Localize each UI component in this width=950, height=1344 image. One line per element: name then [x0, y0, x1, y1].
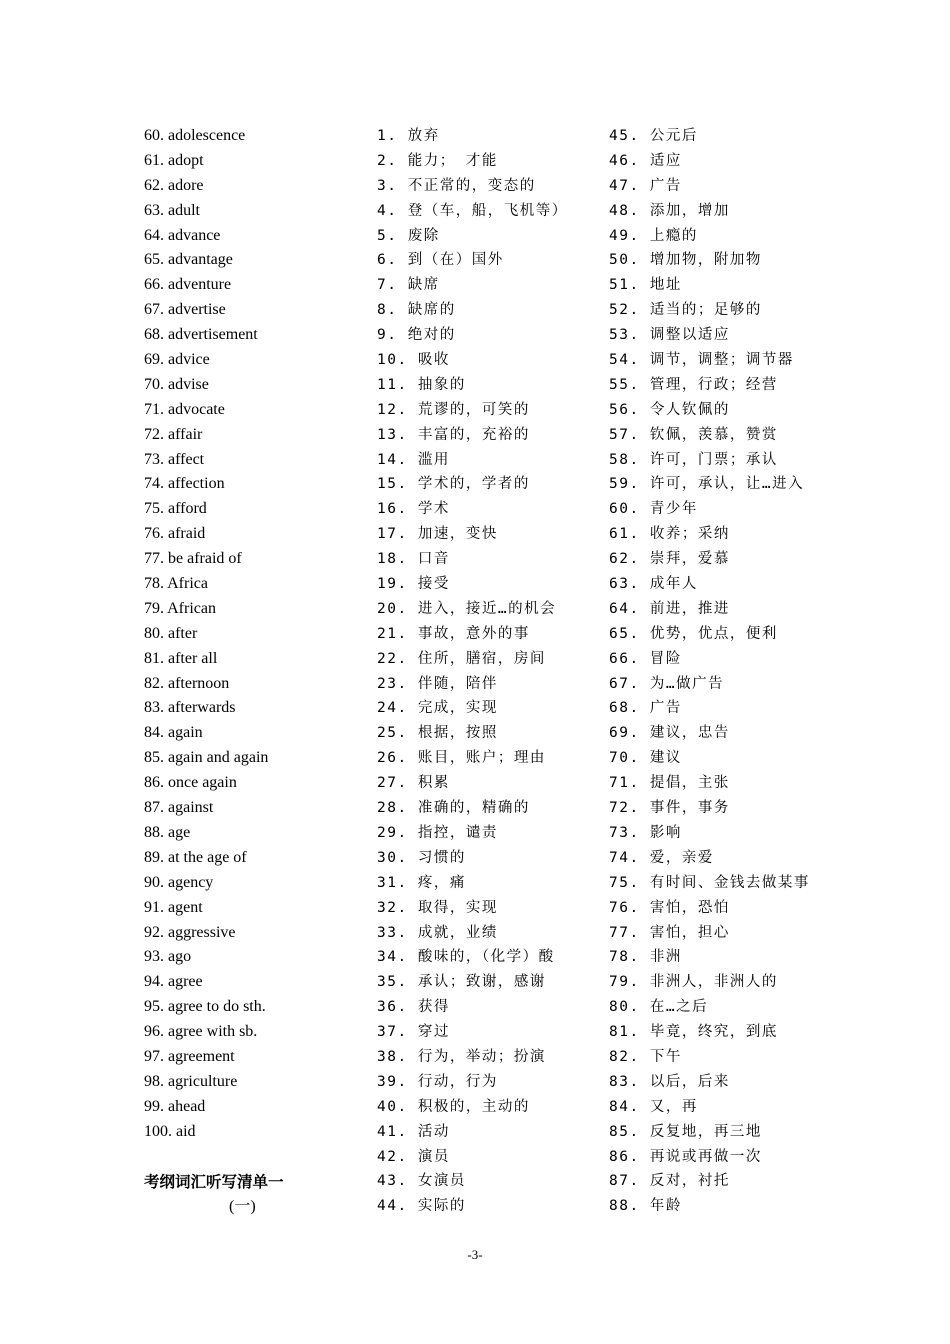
chinese-meaning-item: 6. 到（在）国外: [377, 252, 504, 269]
english-word-item: 64. advance: [144, 226, 221, 244]
chinese-meaning-item: 18. 口音: [377, 551, 450, 568]
chinese-meaning-item: 61. 收养；采纳: [609, 526, 730, 543]
english-word-item: 91. agent: [144, 898, 203, 916]
english-word-item: 75. afford: [144, 500, 207, 518]
english-word-item: 96. agree with sb.: [144, 1023, 258, 1041]
chinese-meaning-item: 75. 有时间、金钱去做某事: [609, 874, 810, 891]
chinese-meaning-item: 70. 建议: [609, 750, 682, 767]
chinese-meaning-item: 55. 管理，行政；经营: [609, 376, 778, 393]
chinese-meaning-item: 33. 成就，业绩: [377, 924, 498, 941]
chinese-meaning-item: 88. 年龄: [609, 1198, 682, 1215]
chinese-meaning-item: 30. 习惯的: [377, 849, 466, 866]
chinese-meaning-item: 63. 成年人: [609, 576, 698, 593]
chinese-meaning-item: 14. 滥用: [377, 451, 450, 468]
chinese-meaning-item: 67. 为…做广告: [609, 675, 725, 692]
chinese-meaning-item: 4. 登（车，船，飞机等）: [377, 202, 568, 219]
english-word-item: 97. agreement: [144, 1047, 235, 1065]
chinese-meaning-item: 83. 以后，后来: [609, 1073, 730, 1090]
english-word-item: 71. advocate: [144, 400, 225, 418]
chinese-meaning-item: 78. 非洲: [609, 949, 682, 966]
chinese-meaning-item: 52. 适当的；足够的: [609, 302, 762, 319]
english-word-list: [144, 124, 268, 1145]
chinese-meaning-item: 58. 许可，门票；承认: [609, 451, 778, 468]
chinese-meaning-item: 51. 地址: [609, 277, 682, 294]
english-word-item: 92. aggressive: [144, 923, 236, 941]
chinese-meaning-item: 46. 适应: [609, 152, 682, 169]
chinese-meaning-item: 50. 增加物，附加物: [609, 252, 762, 269]
section-title: 考纲词汇听写清单一: [144, 1173, 284, 1191]
chinese-meaning-list-1: [377, 124, 568, 1219]
chinese-meaning-item: 35. 承认；致谢，感谢: [377, 974, 546, 991]
chinese-meaning-item: 49. 上瘾的: [609, 227, 698, 244]
english-word-item: 90. agency: [144, 873, 214, 891]
chinese-meaning-item: 37. 穿过: [377, 1024, 450, 1041]
chinese-meaning-item: 39. 行动，行为: [377, 1073, 498, 1090]
chinese-meaning-item: 74. 爱，亲爱: [609, 849, 714, 866]
english-word-item: 95. agree to do sth.: [144, 998, 266, 1016]
english-word-item: 98. agriculture: [144, 1072, 238, 1090]
chinese-meaning-item: 65. 优势，优点，便利: [609, 625, 778, 642]
chinese-meaning-item: 57. 钦佩，羡慕，赞赏: [609, 426, 778, 443]
chinese-meaning-item: 47. 广告: [609, 177, 682, 194]
english-word-item: 72. affair: [144, 425, 203, 443]
english-word-item: 93. ago: [144, 948, 192, 966]
chinese-meaning-item: 60. 青少年: [609, 501, 698, 518]
chinese-meaning-item: 8. 缺席的: [377, 302, 456, 319]
chinese-meaning-item: 41. 活动: [377, 1123, 450, 1140]
english-word-item: 87. against: [144, 799, 214, 817]
chinese-meaning-item: 87. 反对，衬托: [609, 1173, 730, 1190]
chinese-meaning-item: 79. 非洲人，非洲人的: [609, 974, 778, 991]
chinese-meaning-item: 28. 准确的，精确的: [377, 800, 530, 817]
chinese-meaning-item: 85. 反复地，再三地: [609, 1123, 762, 1140]
english-word-item: 63. adult: [144, 201, 200, 219]
english-word-item: 89. at the age of: [144, 848, 247, 866]
chinese-meaning-item: 53. 调整以适应: [609, 327, 730, 344]
english-word-item: 100. aid: [144, 1122, 196, 1140]
chinese-meaning-item: 22. 住所，膳宿，房间: [377, 650, 546, 667]
chinese-meaning-item: 32. 取得，实现: [377, 899, 498, 916]
chinese-meaning-item: 66. 冒险: [609, 650, 682, 667]
chinese-meaning-item: 7. 缺席: [377, 277, 440, 294]
chinese-meaning-item: 62. 崇拜，爱慕: [609, 551, 730, 568]
chinese-meaning-item: 68. 广告: [609, 700, 682, 717]
english-word-item: 61. adopt: [144, 151, 204, 169]
english-word-item: 80. after: [144, 624, 198, 642]
chinese-meaning-item: 26. 账目，账户；理由: [377, 750, 546, 767]
chinese-meaning-list-2: [609, 124, 810, 1219]
chinese-meaning-item: 2. 能力； 才能: [377, 152, 498, 169]
chinese-meaning-item: 25. 根据，按照: [377, 725, 498, 742]
english-word-item: 78. Africa: [144, 575, 208, 593]
english-word-item: 73. affect: [144, 450, 205, 468]
chinese-meaning-item: 5. 废除: [377, 227, 440, 244]
chinese-meaning-item: 73. 影响: [609, 824, 682, 841]
chinese-meaning-item: 13. 丰富的，充裕的: [377, 426, 530, 443]
english-word-item: 74. affection: [144, 475, 225, 493]
chinese-meaning-item: 76. 害怕，恐怕: [609, 899, 730, 916]
chinese-meaning-item: 44. 实际的: [377, 1198, 466, 1215]
english-word-item: 81. after all: [144, 649, 218, 667]
english-word-item: 86. once again: [144, 774, 237, 792]
english-word-item: 94. agree: [144, 973, 203, 991]
chinese-meaning-item: 34. 酸味的，（化学）酸: [377, 949, 555, 966]
english-word-item: 85. again and again: [144, 749, 269, 767]
chinese-meaning-item: 12. 荒谬的，可笑的: [377, 401, 530, 418]
chinese-meaning-item: 82. 下午: [609, 1048, 682, 1065]
chinese-meaning-item: 17. 加速，变快: [377, 526, 498, 543]
english-word-item: 68. advertisement: [144, 326, 258, 344]
english-word-item: 83. afterwards: [144, 699, 236, 717]
chinese-meaning-item: 10. 吸收: [377, 352, 450, 369]
chinese-meaning-item: 81. 毕竟，终究，到底: [609, 1024, 778, 1041]
chinese-meaning-item: 43. 女演员: [377, 1173, 466, 1190]
chinese-meaning-item: 29. 指控，谴责: [377, 824, 498, 841]
chinese-meaning-item: 86. 再说或再做一次: [609, 1148, 762, 1165]
english-word-item: 99. ahead: [144, 1097, 206, 1115]
chinese-meaning-item: 9. 绝对的: [377, 327, 456, 344]
english-word-item: 84. again: [144, 724, 203, 742]
english-word-item: 82. afternoon: [144, 674, 230, 692]
chinese-meaning-item: 42. 演员: [377, 1148, 450, 1165]
english-word-item: 60. adolescence: [144, 127, 246, 144]
chinese-meaning-item: 71. 提倡，主张: [609, 775, 730, 792]
chinese-meaning-item: 11. 抽象的: [377, 376, 466, 393]
chinese-meaning-item: 69. 建议，忠告: [609, 725, 730, 742]
chinese-meaning-item: 77. 害怕，担心: [609, 924, 730, 941]
english-word-item: 79. African: [144, 599, 216, 617]
english-word-item: 62. adore: [144, 176, 204, 194]
chinese-meaning-item: 40. 积极的，主动的: [377, 1098, 530, 1115]
section-subtitle: (一): [229, 1198, 256, 1215]
chinese-meaning-item: 64. 前进，推进: [609, 600, 730, 617]
english-word-item: 76. afraid: [144, 525, 206, 543]
chinese-meaning-item: 16. 学术: [377, 501, 450, 518]
chinese-meaning-item: 15. 学术的，学者的: [377, 476, 530, 493]
english-word-item: 69. advice: [144, 351, 210, 369]
english-word-item: 67. advertise: [144, 301, 226, 319]
english-word-item: 88. age: [144, 823, 191, 841]
chinese-meaning-item: 21. 事故，意外的事: [377, 625, 530, 642]
chinese-meaning-item: 72. 事件，事务: [609, 800, 730, 817]
chinese-meaning-item: 84. 又，再: [609, 1098, 698, 1115]
chinese-meaning-item: 23. 伴随，陪伴: [377, 675, 498, 692]
english-word-item: 70. advise: [144, 375, 209, 393]
chinese-meaning-item: 27. 积累: [377, 775, 450, 792]
chinese-meaning-item: 24. 完成，实现: [377, 700, 498, 717]
chinese-meaning-item: 31. 疼，痛: [377, 874, 466, 891]
chinese-meaning-item: 19. 接受: [377, 576, 450, 593]
chinese-meaning-item: 59. 许可，承认，让…进入: [609, 476, 805, 493]
chinese-meaning-item: 56. 令人钦佩的: [609, 401, 730, 418]
chinese-meaning-item: 3. 不正常的，变态的: [377, 177, 536, 194]
chinese-meaning-item: 20. 进入，接近…的机会: [377, 600, 557, 617]
english-word-item: 77. be afraid of: [144, 550, 242, 568]
english-word-item: 66. adventure: [144, 276, 232, 294]
chinese-meaning-item: 45. 公元后: [609, 128, 698, 144]
chinese-meaning-item: 54. 调节，调整；调节器: [609, 352, 794, 369]
chinese-meaning-item: 1. 放弃: [377, 128, 440, 144]
chinese-meaning-item: 80. 在…之后: [609, 999, 709, 1016]
english-word-item: 65. advantage: [144, 251, 233, 269]
page-number: -3-: [467, 1247, 483, 1262]
chinese-meaning-item: 36. 获得: [377, 999, 450, 1016]
chinese-meaning-item: 38. 行为，举动；扮演: [377, 1048, 546, 1065]
chinese-meaning-item: 48. 添加，增加: [609, 202, 730, 219]
